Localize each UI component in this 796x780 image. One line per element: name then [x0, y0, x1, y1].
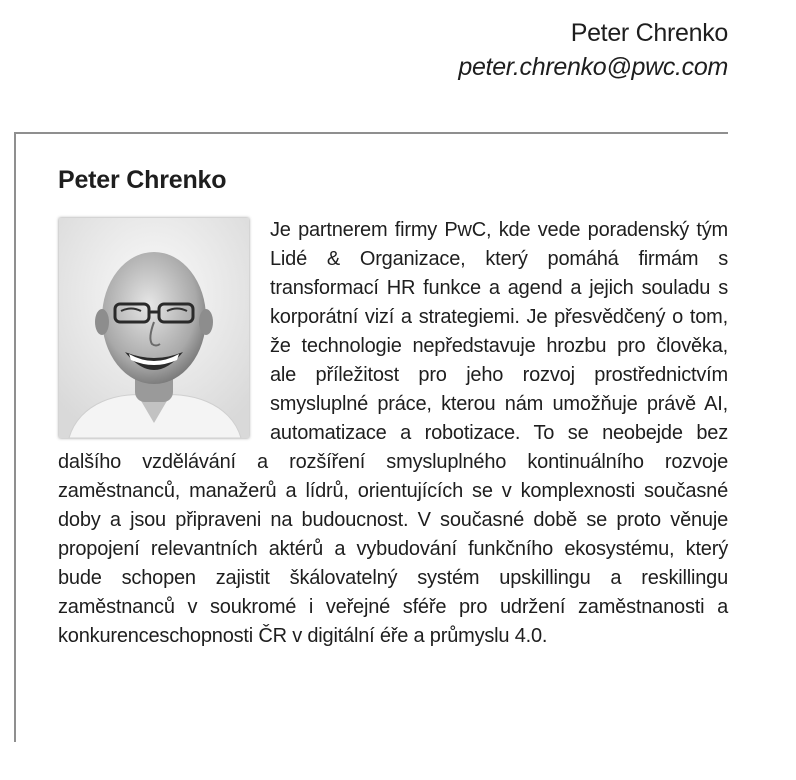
author-header: [458, 16, 728, 84]
bio-text-block: [58, 216, 728, 651]
box-border-left: [14, 132, 16, 742]
author-email[interactable]: peter.chrenko@pwc.com: [458, 53, 728, 81]
bio-title: Peter Chrenko: [58, 166, 227, 194]
photo-spacer: [58, 216, 270, 448]
bio-paragraph: Je partnerem firmy PwC, kde vede poradenský tým Lidé & Organizace, který pomáhá firmám s transformací HR funkce a agend a jejich souladu s korporátní vizí a strategiemi. Je přesvědčený o tom, že technologie nepředstavuje hrozbu pro člověka, ale příležitost pro jeho rozvoj prostřednictvím smysluplné práce, kterou nám umožňuje právě AI, automatizace a robotizace. To se neobejde bez dalšího vzdělávání a rozšíření smysluplného kontinuálního rozvoje zaměstnanců, manažerů a lídrů, orientujících se v komplexnosti současné doby a jsou připraveni na budoucnost. V současné době se proto věnuje propojení relevantních aktérů a vybudování funkčního ekosystému, který bude schopen zajistit škálovatelný systém upskillingu a reskillingu zaměstnanců v soukromé i veřejné sféře pro udržení zaměstnanosti a konkurenceschopnosti ČR v digitální éře a průmyslu 4.0.: [58, 219, 728, 647]
box-border-top: [14, 132, 728, 134]
author-name: Peter Chrenko: [570, 19, 728, 47]
